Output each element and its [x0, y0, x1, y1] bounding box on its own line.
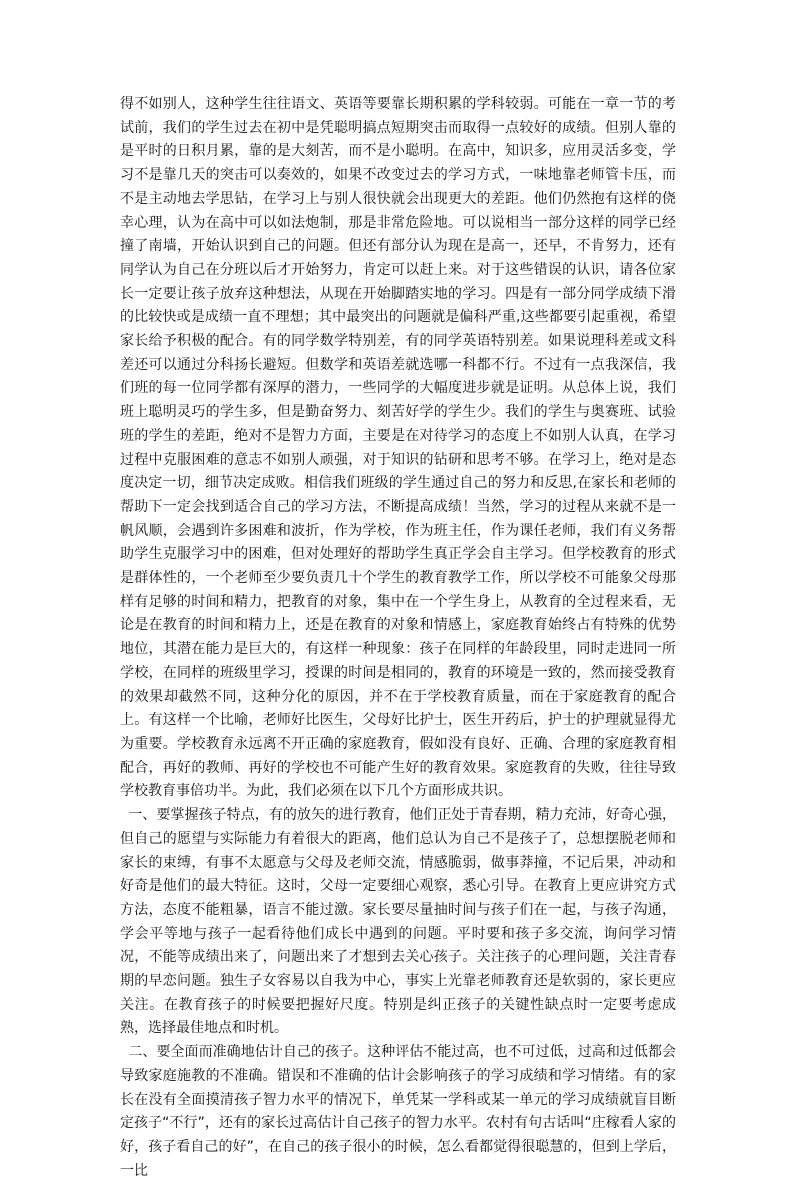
body-paragraph: 得不如别人，这种学生往往语文、英语等要靠长期积累的学科较弱。可能在一章一节的考试前，我们的学生过去在初中是凭聪明搞点短期突击而取得一点较好的成绩。但别人靠的是平时的日积月累，靠的是大刻苦，而不是小聪明。在高中，知识多，应用灵活多变，学习不是靠几天的突击可以奏效的，如果不改变过去的学习方式，一味地靠老师管卡压，而不是主动地去学思钻，在学习上与别人很快就会出现更大的差距。他们仍然抱有这样的侥幸心理，认为在高中可以如法炮制，那是非常危险地。可以说相当一部分这样的同学已经撞了南墙，开始认识到自己的问题。但还有部分认为现在是高一，还早，不肯努力，还有同学认为自己在分班以后才开始努力，肯定可以赶上来。对于这些错误的认识，请各位家长一定要让孩子放弃这种想法，从现在开始脚踏实地的学习。四是有一部分同学成绩下滑的比较快或是成绩一直不理想；其中最突出的问题就是偏科严重,这些都要引起重视，希望家长给予积极的配合。有的同学数学特别差，有的同学英语特别差。如果说理科差或文科差还可以通过分科扬长避短。但数学和英语差就选哪一科都不行。不过有一点我深信，我们班的每一位同学都有深厚的潜力，一些同学的大幅度进步就是证明。从总体上说，我们班上聪明灵巧的学生多，但是勤奋努力、刻苦好学的学生少。我们的学生与奥赛班、试验班的学生的差距，绝对不是智力方面，主要是在对待学习的态度上不如别人认真，在学习过程中克服困难的意志不如别人顽强，对于知识的钻研和思考不够。在学习上，绝对是态度决定一切，细节决定成败。相信我们班级的学生通过自己的努力和反思,在家长和老师的帮助下一定会找到适合自己的学习方法，不断提高成绩！当然，学习的过程从来就不是一帆风顺，会遇到许多困难和波折，作为学校，作为班主任，作为课任老师，我们有义务帮助学生克服学习中的困难，但对处理好的帮助学生真正学会自主学习。但学校教育的形式是群体性的，一个老师至少要负责几十个学生的教育教学工作，所以学校不可能象父母那样有足够的时间和精力，把教育的对象，集中在一个学生身上，从教育的全过程来看，无论是在教育的时间和精力上，还是在教育的对象和情感上，家庭教育始终占有特殊的优势地位，其潜在能力是巨大的，有这样一种现象：孩子在同样的年龄段里，同时走进同一所学校，在同样的班级里学习，授课的时间是相同的，教育的环境是一致的，然而接受教育的效果却截然不同，这种分化的原因，并不在于学校教育质量，而在于家庭教育的配合上。有这样一个比喻，老师好比医生，父母好比护士，医生开药后，护士的护理就显得尤为重要。学校教育永远离不开正确的家庭教育，假如没有良好、正确、合理的家庭教育相配合，再好的教师、再好的学校也不可能产生好的教育效果。家庭教育的失败，往往导致学校教育事倍功半。为此，我们必须在以下几个方面形成共识。 [120, 96, 676, 800]
document-page [120, 93, 676, 1183]
body-paragraph: 一、要掌握孩子特点，有的放矢的进行教育，他们正处于青春期，精力充沛，好奇心强，但自己的愿望与实际能力有着很大的距离，他们总认为自己不是孩子了，总想摆脱老师和家长的束缚，有事不太愿意与父母及老师交流，情感脆弱，做事莽撞，不记后果，冲动和好奇是他们的最大特征。这时，父母一定要细心观察，悉心引导。在教育上更应讲究方式方法，态度不能粗暴，语言不能过激。家长要尽量抽时间与孩子们在一起，与孩子沟通，学会平等地与孩子一起看待他们成长中遇到的问题。平时要和孩子多交流，询问学习情况，不能等成绩出来了，问题出来了才想到去关心孩子。关注孩子的心理问题，关注青春期的早恋问题。独生子女容易以自我为中心，事实上光靠老师教育还是软弱的，家长更应关注。在教育孩子的时候要把握好尺度。特别是纠正孩子的关键性缺点时一定要考虑成熟，选择最佳地点和时机。 [120, 807, 676, 1037]
body-paragraph: 二、要全面而准确地估计自己的孩子。这种评估不能过高，也不可过低，过高和过低都会导致家庭施教的不准确。错误和不准确的估计会影响孩子的学习成绩和学习情绪。有的家长在没有全面摸清孩子智力水平的情况下，单凭某一学科或某一单元的学习成绩就盲目断定孩子“不行”，还有的家长过高估计自己孩子的智力水平。农村有句古话叫“庄稼看人家的好，孩子看自己的好”，在自己的孩子很小的时候，怎么看都觉得很聪慧的，但到上学后，一比 [120, 1044, 676, 1179]
